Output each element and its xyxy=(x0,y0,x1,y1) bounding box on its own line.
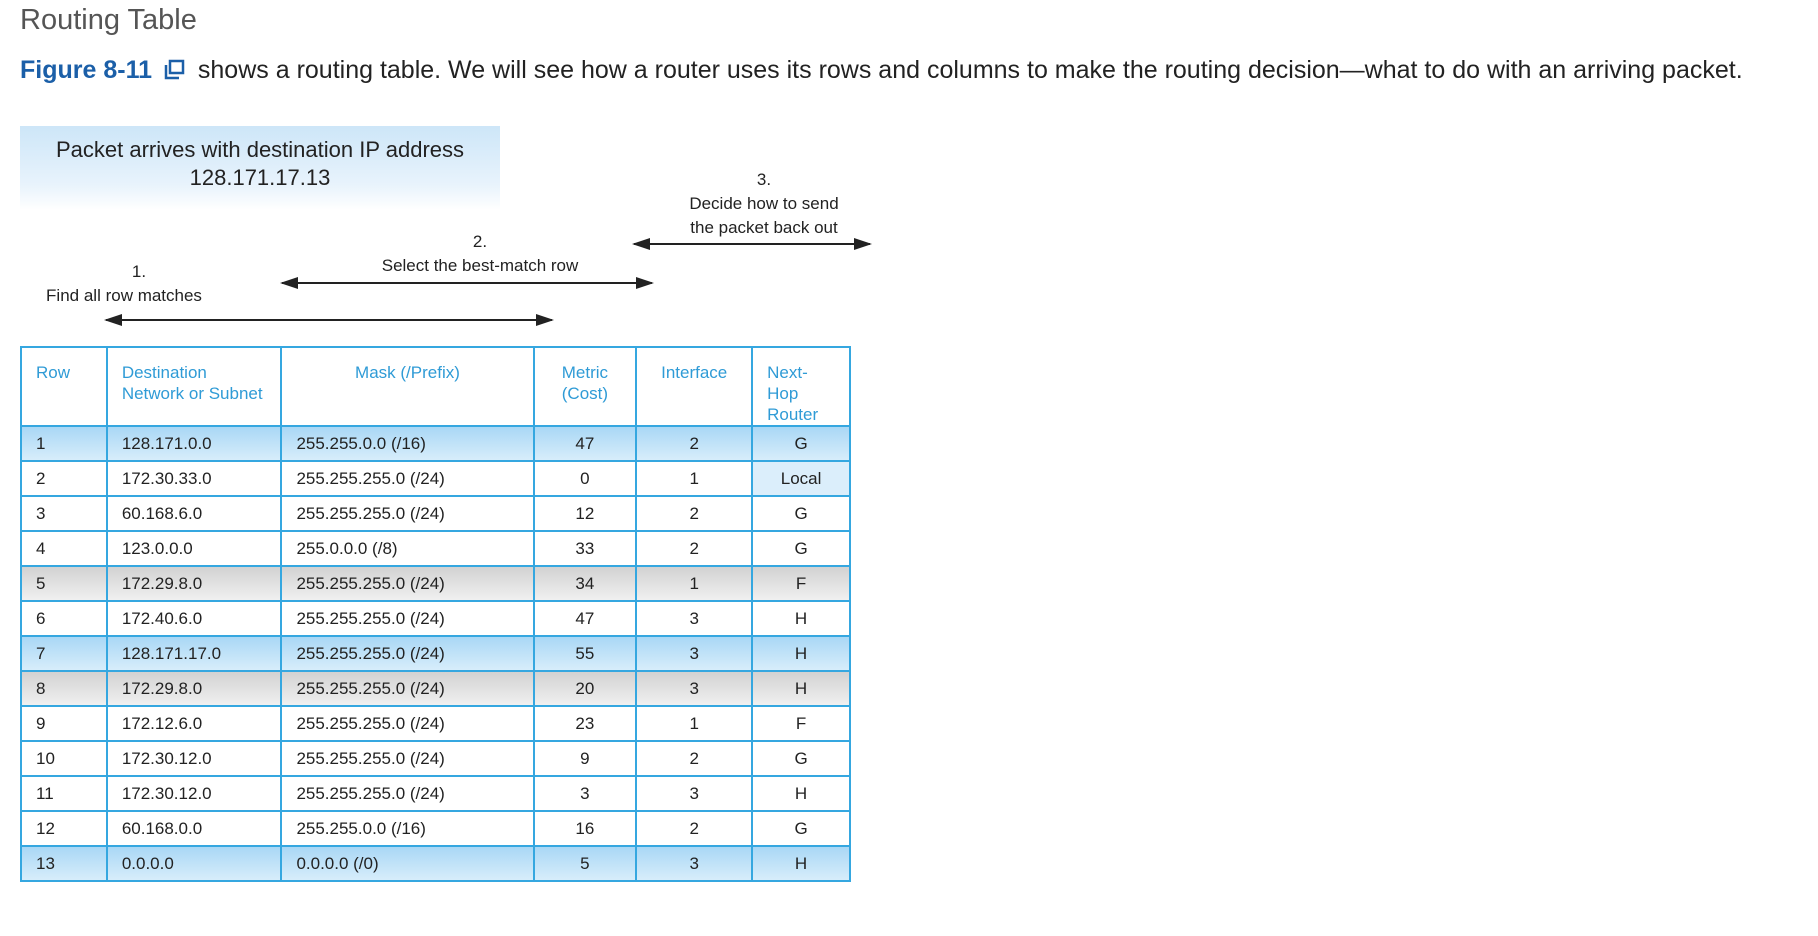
mask-cell: 255.255.0.0 (/16) xyxy=(281,811,533,846)
next-hop-cell: G xyxy=(752,811,850,846)
step1-arrow xyxy=(106,319,552,321)
table-row xyxy=(21,531,850,566)
row-number-cell: 10 xyxy=(21,741,107,776)
step2-text: Select the best-match row xyxy=(381,256,579,275)
table-row xyxy=(21,636,850,671)
metric-cell: 5 xyxy=(534,846,637,881)
table-row xyxy=(21,566,850,601)
metric-cell: 55 xyxy=(534,636,637,671)
metric-cell: 23 xyxy=(534,706,637,741)
table-row xyxy=(21,846,850,881)
interface-cell: 1 xyxy=(636,706,752,741)
mask-cell: 255.255.255.0 (/24) xyxy=(281,461,533,496)
routing-table xyxy=(20,346,851,882)
figure-link[interactable]: Figure 8-11 xyxy=(20,56,152,84)
mask-cell: 255.255.255.0 (/24) xyxy=(281,636,533,671)
row-number-cell: 12 xyxy=(21,811,107,846)
row-number-cell: 6 xyxy=(21,601,107,636)
open-figure-icon[interactable] xyxy=(163,59,185,81)
table-row xyxy=(21,776,850,811)
interface-cell: 1 xyxy=(636,461,752,496)
interface-cell: 3 xyxy=(636,671,752,706)
header-destination: Destination Network or Subnet xyxy=(107,347,282,426)
destination-cell: 0.0.0.0 xyxy=(107,846,282,881)
mask-cell: 255.255.255.0 (/24) xyxy=(281,741,533,776)
table-row xyxy=(21,461,850,496)
table-body xyxy=(21,426,850,881)
interface-cell: 2 xyxy=(636,811,752,846)
next-hop-cell: H xyxy=(752,601,850,636)
destination-cell: 172.29.8.0 xyxy=(107,671,282,706)
metric-cell: 20 xyxy=(534,671,637,706)
mask-cell: 255.255.255.0 (/24) xyxy=(281,496,533,531)
metric-cell: 34 xyxy=(534,566,637,601)
table-row xyxy=(21,706,850,741)
step3-line2: the packet back out xyxy=(690,218,838,237)
mask-cell: 255.255.255.0 (/24) xyxy=(281,566,533,601)
step2-label xyxy=(320,230,640,278)
intro-paragraph xyxy=(20,56,1743,85)
next-hop-cell: G xyxy=(752,531,850,566)
interface-cell: 3 xyxy=(636,776,752,811)
next-hop-cell: G xyxy=(752,426,850,461)
header-interface: Interface xyxy=(636,347,752,426)
routing-figure xyxy=(20,126,860,926)
interface-cell: 2 xyxy=(636,741,752,776)
destination-cell: 172.40.6.0 xyxy=(107,601,282,636)
mask-cell: 255.255.255.0 (/24) xyxy=(281,601,533,636)
table-row xyxy=(21,811,850,846)
destination-cell: 172.30.12.0 xyxy=(107,776,282,811)
destination-cell: 172.12.6.0 xyxy=(107,706,282,741)
next-hop-cell: F xyxy=(752,566,850,601)
packet-callout xyxy=(20,126,500,210)
destination-cell: 60.168.0.0 xyxy=(107,811,282,846)
header-row: Row xyxy=(21,347,107,426)
step1-label xyxy=(24,260,224,308)
destination-cell: 172.29.8.0 xyxy=(107,566,282,601)
row-number-cell: 8 xyxy=(21,671,107,706)
metric-cell: 3 xyxy=(534,776,637,811)
next-hop-cell: H xyxy=(752,636,850,671)
step1-text: Find all row matches xyxy=(46,286,202,305)
row-number-cell: 2 xyxy=(21,461,107,496)
metric-cell: 47 xyxy=(534,426,637,461)
table-row xyxy=(21,496,850,531)
next-hop-cell: H xyxy=(752,776,850,811)
metric-cell: 16 xyxy=(534,811,637,846)
metric-cell: 0 xyxy=(534,461,637,496)
row-number-cell: 7 xyxy=(21,636,107,671)
step2-arrow xyxy=(282,282,652,284)
interface-cell: 3 xyxy=(636,846,752,881)
mask-cell: 255.255.0.0 (/16) xyxy=(281,426,533,461)
mask-cell: 255.0.0.0 (/8) xyxy=(281,531,533,566)
interface-cell: 3 xyxy=(636,601,752,636)
interface-cell: 2 xyxy=(636,426,752,461)
header-mask: Mask (/Prefix) xyxy=(281,347,533,426)
table-header-row xyxy=(21,347,850,426)
row-number-cell: 3 xyxy=(21,496,107,531)
section-title: Routing Table xyxy=(20,4,197,36)
next-hop-cell: H xyxy=(752,671,850,706)
step1-number: 1. xyxy=(131,262,147,281)
interface-cell: 1 xyxy=(636,566,752,601)
step2-number: 2. xyxy=(472,232,488,251)
callout-line2: 128.171.17.13 xyxy=(189,165,331,190)
next-hop-cell: Local xyxy=(752,461,850,496)
destination-cell: 172.30.12.0 xyxy=(107,741,282,776)
metric-cell: 9 xyxy=(534,741,637,776)
destination-cell: 123.0.0.0 xyxy=(107,531,282,566)
table-row xyxy=(21,741,850,776)
next-hop-cell: G xyxy=(752,496,850,531)
mask-cell: 255.255.255.0 (/24) xyxy=(281,671,533,706)
step3-label xyxy=(644,168,884,240)
next-hop-cell: G xyxy=(752,741,850,776)
row-number-cell: 13 xyxy=(21,846,107,881)
table-row xyxy=(21,426,850,461)
intro-text: shows a routing table. We will see how a router uses its rows and columns to make the routing decision—what to do with an arriving packet. xyxy=(197,56,1743,84)
metric-cell: 33 xyxy=(534,531,637,566)
header-next-hop: Next-Hop Router xyxy=(752,347,850,426)
interface-cell: 3 xyxy=(636,636,752,671)
step3-line1: Decide how to send xyxy=(689,194,839,213)
interface-cell: 2 xyxy=(636,531,752,566)
callout-line1: Packet arrives with destination IP address xyxy=(55,137,465,162)
step3-number: 3. xyxy=(756,170,772,189)
mask-cell: 255.255.255.0 (/24) xyxy=(281,776,533,811)
row-number-cell: 11 xyxy=(21,776,107,811)
destination-cell: 128.171.0.0 xyxy=(107,426,282,461)
table-row xyxy=(21,601,850,636)
step3-arrow xyxy=(634,243,870,245)
next-hop-cell: F xyxy=(752,706,850,741)
metric-cell: 47 xyxy=(534,601,637,636)
destination-cell: 172.30.33.0 xyxy=(107,461,282,496)
row-number-cell: 5 xyxy=(21,566,107,601)
row-number-cell: 9 xyxy=(21,706,107,741)
mask-cell: 255.255.255.0 (/24) xyxy=(281,706,533,741)
destination-cell: 60.168.6.0 xyxy=(107,496,282,531)
next-hop-cell: H xyxy=(752,846,850,881)
row-number-cell: 4 xyxy=(21,531,107,566)
row-number-cell: 1 xyxy=(21,426,107,461)
mask-cell: 0.0.0.0 (/0) xyxy=(281,846,533,881)
destination-cell: 128.171.17.0 xyxy=(107,636,282,671)
interface-cell: 2 xyxy=(636,496,752,531)
header-metric: Metric (Cost) xyxy=(534,347,637,426)
metric-cell: 12 xyxy=(534,496,637,531)
table-row xyxy=(21,671,850,706)
